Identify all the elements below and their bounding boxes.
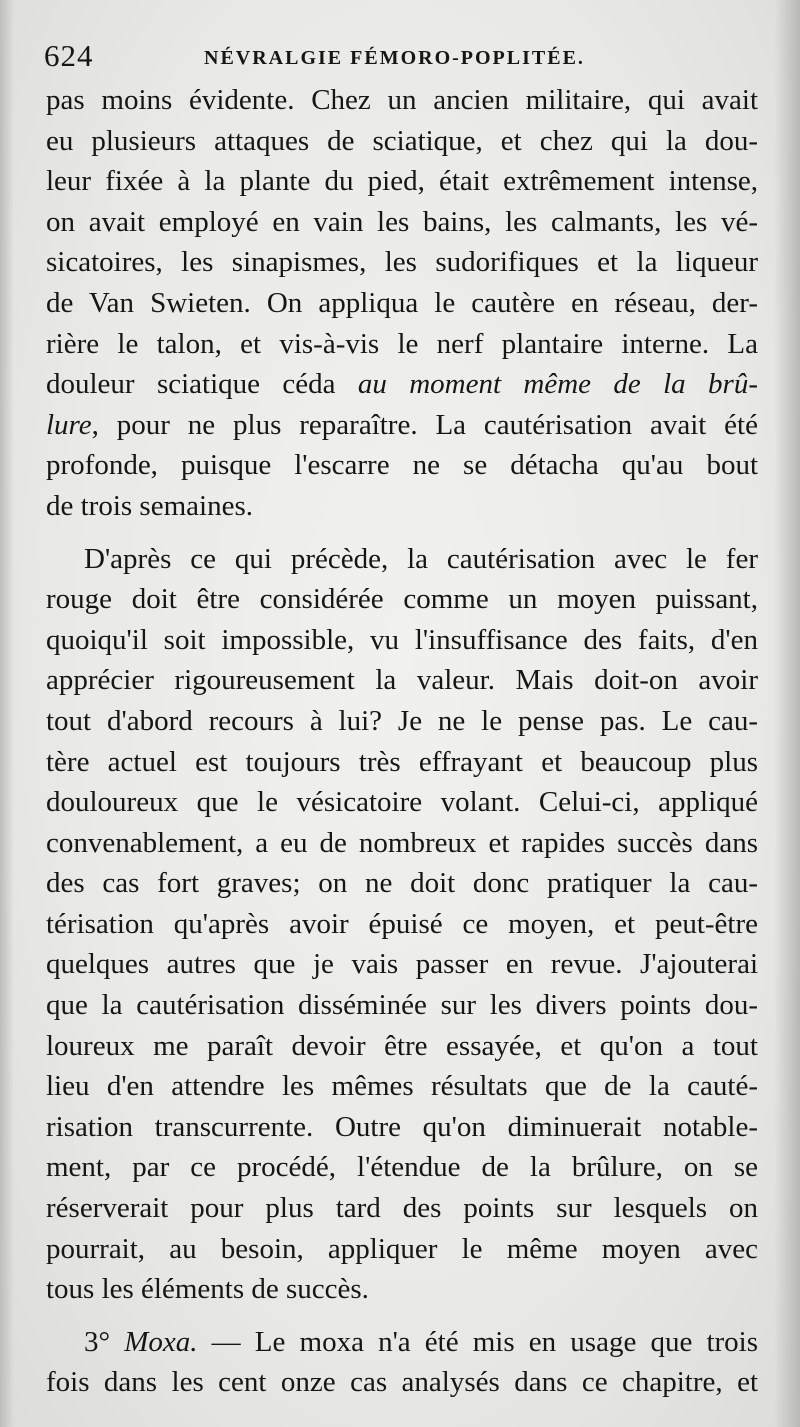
text-line: réserverait pour plus tard des points sur lesquels on xyxy=(46,1192,758,1225)
text-line: tous les éléments de succès. xyxy=(46,1273,369,1306)
paragraph-2 xyxy=(46,539,758,1310)
text-line: on avait employé en vain les bains, les calmants, les vé- xyxy=(46,205,758,238)
text-line: rouge doit être considérée comme un moyen puissant, xyxy=(46,583,758,616)
running-title: NÉVRALGIE FÉMORO-POPLITÉE. xyxy=(204,47,585,69)
text-line: ment, par ce procédé, l'étendue de la brûlure, on se xyxy=(46,1151,758,1184)
text-line: D'après ce qui précède, la cautérisation avec le fer xyxy=(84,542,758,575)
text-line xyxy=(46,405,758,446)
text-line: apprécier rigoureusement la valeur. Mais doit-on avoir xyxy=(46,664,758,697)
section-number: 3° xyxy=(84,1325,111,1358)
text-line: eu plusieurs attaques de sciatique, et chez qui la dou- xyxy=(46,124,758,157)
text-line: que la cautérisation disséminée sur les divers points dou- xyxy=(46,989,758,1022)
paragraph-1 xyxy=(46,80,758,527)
page-gutter-shadow xyxy=(0,0,14,1427)
text-line xyxy=(46,1322,758,1363)
text-line: térisation qu'après avoir épuisé ce moyen, et peut-être xyxy=(46,907,758,940)
text-run: , pour ne plus reparaître. La cautérisation avait été xyxy=(91,408,758,441)
text-line: tout d'abord recours à lui? Je ne le pense pas. Le cau- xyxy=(46,704,758,737)
text-line xyxy=(46,364,758,405)
page-header xyxy=(44,38,756,78)
page-edge-shadow xyxy=(774,0,800,1427)
body-text xyxy=(46,80,758,1403)
text-line: de trois semaines. xyxy=(46,489,253,522)
text-line: leur fixée à la plante du pied, était extrêmement intense, xyxy=(46,165,758,198)
text-line: de Van Swieten. On appliqua le cautère en réseau, der- xyxy=(46,286,758,319)
text-line: des cas fort graves; on ne doit donc pratiquer la cau- xyxy=(46,867,758,900)
text-line: lieu d'en attendre les mêmes résultats que de la cauté- xyxy=(46,1070,758,1103)
page-number: 624 xyxy=(44,38,94,73)
section-title: Moxa. xyxy=(124,1325,198,1358)
text-line: pas moins évidente. Chez un ancien militaire, qui avait xyxy=(46,84,758,116)
text-line: quoiqu'il soit impossible, vu l'insuffisance des faits, d'en xyxy=(46,623,758,656)
text-line: pourrait, au besoin, appliquer le même moyen avec xyxy=(46,1232,758,1265)
text-line: tère actuel est toujours très effrayant et beaucoup plus xyxy=(46,745,758,778)
text-line: risation transcurrente. Outre qu'on diminuerait notable- xyxy=(46,1110,758,1143)
text-run: douleur sciatique céda xyxy=(46,368,358,401)
italic-phrase: lure xyxy=(46,408,92,441)
text-run: — Le moxa n'a été mis en usage que trois xyxy=(197,1325,759,1358)
paragraph-3 xyxy=(46,1322,758,1403)
text-line: rière le talon, et vis-à-vis le nerf plantaire interne. La xyxy=(46,327,758,360)
text-line: loureux me paraît devoir être essayée, et qu'on a tout xyxy=(46,1029,758,1062)
italic-phrase: au moment même de la brû- xyxy=(357,368,758,401)
text-line: fois dans les cent onze cas analysés dans ce chapitre, et xyxy=(46,1366,758,1399)
text-line: quelques autres que je vais passer en revue. J'ajouterai xyxy=(46,948,758,981)
text-line: profonde, puisque l'escarre ne se détacha qu'au bout xyxy=(46,449,758,482)
text-line: sicatoires, les sinapismes, les sudorifiques et la liqueur xyxy=(46,246,758,279)
text-line: douloureux que le vésicatoire volant. Celui-ci, appliqué xyxy=(46,786,758,819)
text-line: convenablement, a eu de nombreux et rapides succès dans xyxy=(46,826,758,859)
